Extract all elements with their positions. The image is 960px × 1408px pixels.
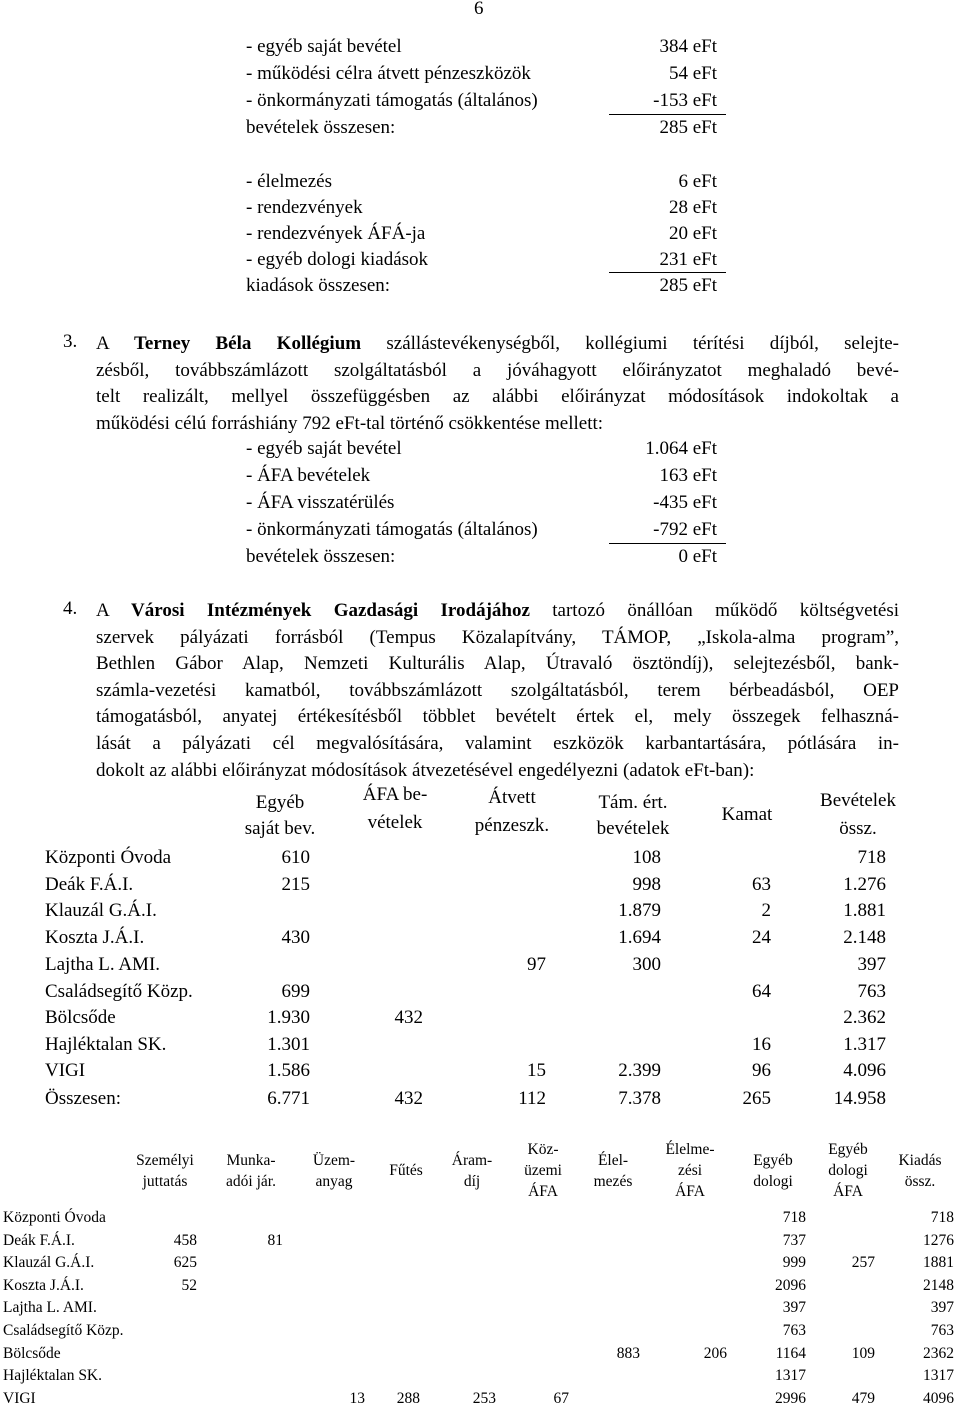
table-cell: 1.301 <box>267 1034 310 1055</box>
column-header: vételek <box>367 812 423 833</box>
column-header: saját bev. <box>244 818 316 839</box>
table-cell: 432 <box>394 1088 423 1109</box>
table-cell: 67 <box>553 1389 569 1407</box>
column-header: össz. <box>839 818 877 839</box>
table-cell: 763 <box>930 1322 954 1339</box>
table-cell: 14.958 <box>833 1088 886 1109</box>
table-cell: 883 <box>616 1344 640 1362</box>
table-cell: 2 <box>761 900 771 921</box>
table-cell: 2148 <box>923 1276 954 1294</box>
row-value: -792 eFt <box>653 519 717 540</box>
row-value: 163 eFt <box>659 465 717 486</box>
table-cell: 81 <box>267 1231 283 1249</box>
table-cell: 1317 <box>923 1367 954 1385</box>
paragraph-line <box>96 598 899 625</box>
text: szervek pályázati forrásból (Tempus Közalapítvány, TÁMOP, „Iskola-alma program”, <box>96 626 899 648</box>
table-cell: 288 <box>396 1389 420 1407</box>
column-header: Kamat <box>721 804 773 825</box>
table-cell: 1.317 <box>843 1034 886 1055</box>
row-label: bevételek összesen: <box>246 117 396 138</box>
row-value: 1.064 eFt <box>645 438 717 459</box>
column-header: Élel- <box>597 1152 629 1169</box>
table-row-name: VIGI <box>3 1389 36 1407</box>
table-cell: 300 <box>632 954 661 975</box>
paragraph-line <box>96 331 899 358</box>
table-row-name: Bölcsőde <box>45 1007 116 1028</box>
column-header: ÁFA be- <box>362 784 428 805</box>
table-cell: 13 <box>349 1389 365 1407</box>
table-cell: 2996 <box>775 1389 806 1407</box>
table-row-name: Lajtha L. AMI. <box>45 954 161 975</box>
row-label: - rendezvények ÁFÁ-ja <box>246 223 426 244</box>
column-header: díj <box>463 1173 481 1190</box>
column-header: Egyéb <box>828 1141 868 1158</box>
table-cell: 1276 <box>923 1231 954 1249</box>
page-number: 6 <box>474 0 484 19</box>
column-header: adói jár. <box>226 1173 276 1190</box>
table-cell: 1.694 <box>618 927 661 948</box>
table-cell: 1.930 <box>267 1007 310 1028</box>
table-cell: 109 <box>851 1344 875 1362</box>
column-header: Kiadás <box>898 1152 942 1169</box>
column-header: anyag <box>315 1173 353 1190</box>
paragraph-line <box>96 358 899 385</box>
table-cell: 718 <box>857 847 886 868</box>
table-cell: 397 <box>930 1299 954 1317</box>
column-header: Egyéb <box>255 792 305 813</box>
table-cell: 15 <box>527 1060 546 1081</box>
row-value: 384 eFt <box>659 36 717 57</box>
table-cell: 763 <box>857 981 886 1002</box>
column-header: dologi <box>828 1162 868 1179</box>
sum-line <box>609 272 726 273</box>
row-value: 28 eFt <box>668 197 717 218</box>
table-cell: 2362 <box>923 1344 954 1362</box>
row-value: 6 eFt <box>678 171 717 192</box>
table-cell: 64 <box>752 981 771 1002</box>
column-header: pénzeszk. <box>474 815 550 836</box>
row-label: - egyéb saját bevétel <box>246 438 402 459</box>
column-header: bevételek <box>596 818 670 839</box>
table-cell: 97 <box>527 954 546 975</box>
row-value: -153 eFt <box>653 90 717 111</box>
paragraph-line <box>96 625 899 652</box>
column-header: ÁFA <box>675 1183 705 1200</box>
section-number: 4. <box>63 598 78 619</box>
table-cell: 999 <box>782 1254 806 1272</box>
table-cell: 206 <box>703 1344 727 1362</box>
column-header: ÁFA <box>833 1183 863 1200</box>
text: dokolt az alábbi előirányzat módosítások átvezetésével engedélyezni (adatok eFt-ban): <box>96 759 755 781</box>
table-cell: 430 <box>281 927 310 948</box>
row-label: - egyéb saját bevétel <box>246 36 402 57</box>
sum-line <box>609 543 726 544</box>
column-header: Üzem- <box>312 1152 356 1169</box>
table-cell: 1.879 <box>618 900 661 921</box>
table-cell: 108 <box>632 847 661 868</box>
row-label: - egyéb dologi kiadások <box>246 249 429 270</box>
paragraph-line <box>96 678 899 705</box>
column-header: zési <box>677 1162 703 1179</box>
column-header: Egyéb <box>753 1152 793 1169</box>
table-cell: 112 <box>518 1088 546 1109</box>
row-value: -435 eFt <box>653 492 717 513</box>
table-cell: 215 <box>281 874 310 895</box>
table-row-name: Központi Óvoda <box>3 1209 106 1226</box>
table-cell: 1.586 <box>267 1060 310 1081</box>
table-row-name: Deák F.Á.I. <box>3 1231 75 1249</box>
table-row-name: Koszta J.Á.I. <box>45 927 145 948</box>
paragraph-line <box>96 411 899 438</box>
table-cell: 699 <box>281 981 310 1002</box>
table-cell: 397 <box>857 954 886 975</box>
table-cell: 1164 <box>775 1344 806 1362</box>
table-cell: 458 <box>173 1231 197 1249</box>
table-cell: 397 <box>782 1299 806 1317</box>
table-cell: 63 <box>752 874 771 895</box>
row-value: 54 eFt <box>668 63 717 84</box>
column-header: Fűtés <box>389 1162 423 1179</box>
table-cell: 4096 <box>923 1389 954 1407</box>
table-row-name: Családsegítő Közp. <box>3 1322 124 1339</box>
row-value: 0 eFt <box>678 546 717 567</box>
bold-name: Terney Béla Kollégium <box>133 333 362 354</box>
row-value: 231 eFt <box>659 249 717 270</box>
table-cell: 2096 <box>775 1276 806 1294</box>
column-header: össz. <box>904 1173 936 1190</box>
table-row-name: Összesen: <box>45 1088 121 1109</box>
row-value: 285 eFt <box>659 275 717 296</box>
table-cell: 7.378 <box>618 1088 661 1109</box>
column-header: mezés <box>593 1173 633 1190</box>
row-label: - működési célra átvett pénzeszközök <box>246 63 531 84</box>
table-cell: 2.148 <box>843 927 886 948</box>
text: működési célú forráshiány 792 eFt-tal történő csökkentése mellett: <box>96 412 604 434</box>
table-row-name: Klauzál G.Á.I. <box>45 900 157 921</box>
paragraph-line <box>96 384 899 411</box>
text: szállástevékenységből, kollégiumi térítési díjból, selejte- <box>361 333 899 354</box>
column-header: Személyi <box>136 1152 194 1169</box>
row-label: kiadások összesen: <box>246 275 391 296</box>
paragraph-line <box>96 651 899 678</box>
table-cell: 737 <box>782 1231 806 1249</box>
table-row-name: Hajléktalan SK. <box>45 1034 167 1055</box>
row-label: - rendezvények <box>246 197 363 218</box>
table-row-name: VIGI <box>45 1060 86 1081</box>
column-header: dologi <box>753 1173 793 1190</box>
row-value: 20 eFt <box>668 223 717 244</box>
table-cell: 16 <box>752 1034 771 1055</box>
text: zésből, továbbszámlázott szolgáltatásból a jóváhagyott előirányzatot meghaladó bevé- <box>96 359 899 381</box>
text: Bethlen Gábor Alap, Nemzeti Kulturális Alap, Útravaló ösztöndíj), selejtezésből, bank- <box>96 653 899 675</box>
table-cell: 625 <box>173 1254 197 1272</box>
text: lását a pályázati cél megvalósítására, valamint eszközök karbantartására, pótlására in- <box>96 732 899 754</box>
column-header: üzemi <box>524 1162 562 1179</box>
table-cell: 6.771 <box>267 1088 310 1109</box>
column-header: Átvett <box>488 787 536 808</box>
row-label: - élelmezés <box>246 171 332 192</box>
table-row-name: Hajléktalan SK. <box>3 1367 103 1385</box>
table-row-name: Koszta J.Á.I. <box>3 1276 84 1294</box>
table-cell: 718 <box>930 1209 954 1226</box>
table-row-name: Családsegítő Közp. <box>45 981 193 1002</box>
sum-line <box>609 114 726 115</box>
table-cell: 763 <box>782 1322 806 1339</box>
bold-name: Városi Intézmények Gazdasági Irodájához <box>131 600 530 621</box>
text: támogatásból, anyatej értékesítésből többlet bevételt értek el, mely összegek felhaszná- <box>96 706 899 728</box>
text: tartozó önállóan működő költségvetési <box>529 600 899 621</box>
row-label: - önkormányzati támogatás (általános) <box>246 90 538 111</box>
column-header: ÁFA <box>528 1183 558 1200</box>
table-row-name: Klauzál G.Á.I. <box>3 1254 95 1272</box>
column-header: Munka- <box>226 1152 276 1169</box>
paragraph <box>96 598 899 784</box>
table-cell: 718 <box>782 1209 806 1226</box>
text: telt realizált, mellyel összefüggésben az alábbi előirányzat módosítások indokoltak a <box>96 386 899 408</box>
table-cell: 2.399 <box>618 1060 661 1081</box>
row-label: - ÁFA bevételek <box>246 465 371 486</box>
row-value: 285 eFt <box>659 117 717 138</box>
table-cell: 253 <box>472 1389 496 1407</box>
paragraph-line <box>96 758 899 785</box>
table-row-name: Lajtha L. AMI. <box>3 1299 97 1317</box>
column-header: Élelme- <box>665 1141 715 1158</box>
paragraph-line <box>96 704 899 731</box>
column-header: Tám. ért. <box>598 792 668 813</box>
paragraph <box>96 331 899 437</box>
table-cell: 257 <box>851 1254 875 1272</box>
table-cell: 998 <box>632 874 661 895</box>
row-label: bevételek összesen: <box>246 546 396 567</box>
table-cell: 1.881 <box>843 900 886 921</box>
table-cell: 24 <box>752 927 771 948</box>
text: számla-vezetési kamatból, továbbszámlázott szolgáltatásból, terem bérbeadásból, OEP <box>96 679 899 701</box>
column-header: Áram- <box>451 1152 493 1169</box>
column-header: Köz- <box>527 1141 559 1158</box>
table-cell: 4.096 <box>843 1060 886 1081</box>
table-cell: 479 <box>851 1389 875 1407</box>
column-header: Bevételek <box>820 790 896 811</box>
section-number: 3. <box>63 331 78 352</box>
table-row-name: Központi Óvoda <box>45 847 172 868</box>
row-label: - önkormányzati támogatás (általános) <box>246 519 538 540</box>
table-cell: 1317 <box>775 1367 806 1385</box>
text: A <box>96 600 132 621</box>
text: A <box>96 333 134 354</box>
table-cell: 52 <box>181 1276 197 1294</box>
table-cell: 265 <box>742 1088 771 1109</box>
table-cell: 96 <box>752 1060 771 1081</box>
table-cell: 432 <box>394 1007 423 1028</box>
table-cell: 1881 <box>923 1254 954 1272</box>
table-row-name: Bölcsőde <box>3 1344 61 1362</box>
table-cell: 2.362 <box>843 1007 886 1028</box>
table-cell: 610 <box>281 847 310 868</box>
paragraph-line <box>96 731 899 758</box>
table-cell: 1.276 <box>843 874 886 895</box>
table-row-name: Deák F.Á.I. <box>45 874 134 895</box>
column-header: juttatás <box>142 1173 188 1190</box>
row-label: - ÁFA visszatérülés <box>246 492 395 513</box>
